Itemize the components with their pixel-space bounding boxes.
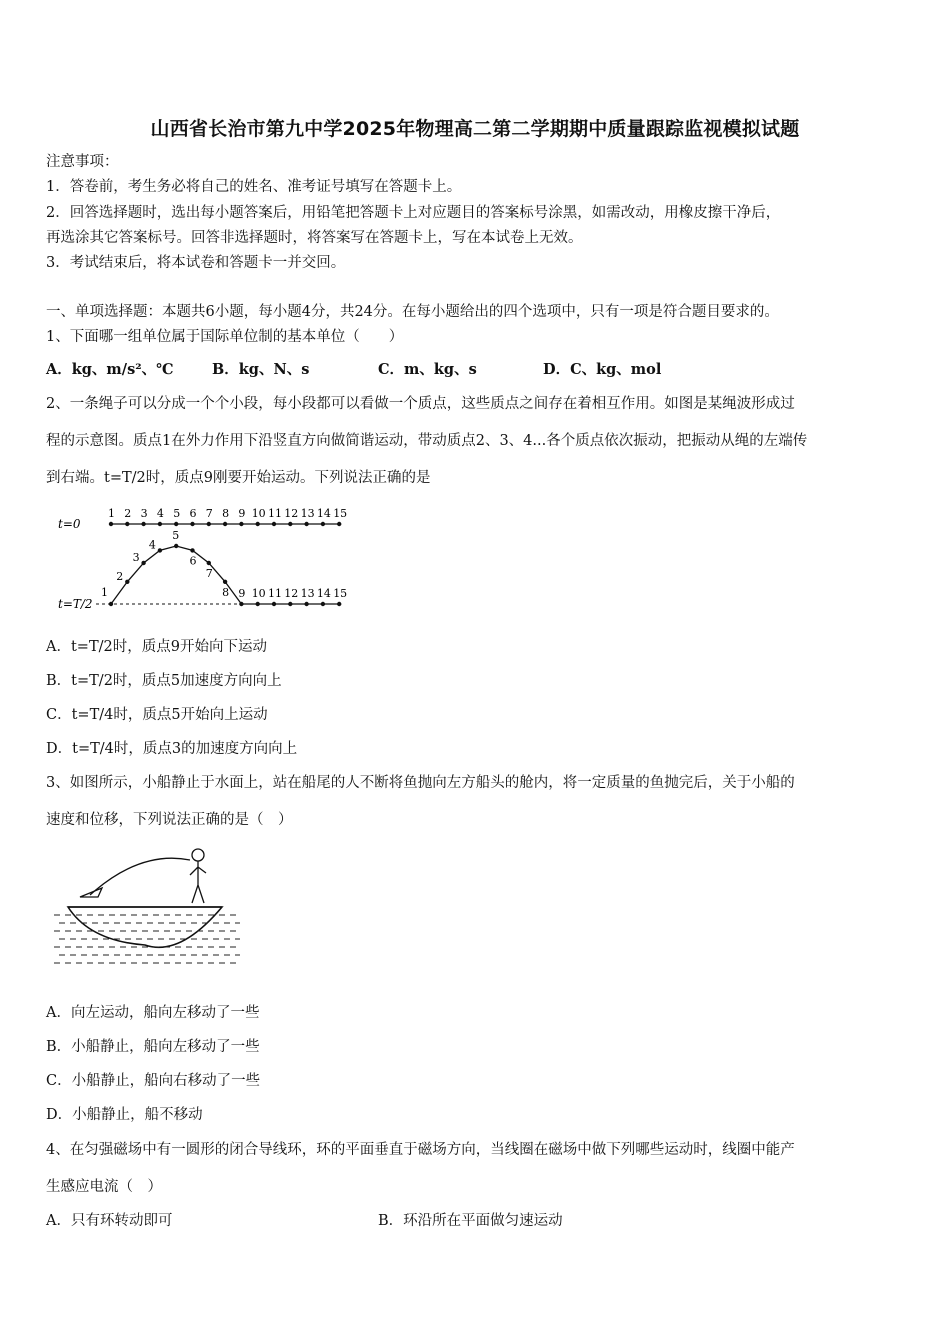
rope-point: [337, 522, 341, 526]
question-3-stem: 3、如图所示，小船静止于水面上，站在船尾的人不断将鱼抛向左方船头的舱内，将一定质量的鱼抛完后，关于小船的: [46, 775, 795, 791]
point-label: 7: [205, 566, 213, 580]
point-label: 15: [333, 587, 348, 600]
rope-point: [141, 522, 145, 526]
rope-point: [158, 548, 162, 552]
rope-point: [190, 522, 194, 526]
q3-option-b: B．小船静止，船向左移动了一些: [46, 1039, 260, 1055]
question-3-stem: 速度和位移，下列说法正确的是（ ）: [46, 812, 293, 828]
rope-point: [223, 580, 227, 584]
rope-point: [109, 522, 113, 526]
boat-figure: [50, 845, 240, 973]
rope-wave-figure: [56, 500, 356, 615]
point-label: 9: [238, 587, 246, 600]
question-2-stem: 程的示意图。质点1在外力作用下沿竖直方向做简谐运动，带动质点2、3、4...各个质点依次振动，把振动从绳的左端传: [46, 433, 808, 449]
point-label: 15: [333, 507, 348, 520]
exam-title: 山西省长治市第九中学2025年物理高二第二学期期中质量跟踪监视模拟试题: [150, 118, 800, 140]
q4-option-b: B．环沿所在平面做匀速运动: [378, 1213, 563, 1229]
rope-point: [174, 544, 178, 548]
notes-heading: 注意事项：: [46, 154, 119, 170]
rope-point: [321, 602, 325, 606]
q2-option-c: C．t=T/4时，质点5开始向上运动: [46, 707, 268, 723]
point-label: 14: [316, 507, 331, 520]
q1-option-a: A．kg、m/s²、℃: [46, 361, 174, 378]
rope-point: [304, 602, 308, 606]
point-label: 7: [205, 507, 213, 520]
notes-item: 再选涂其它答案标号。回答非选择题时，将答案写在答题卡上，写在本试卷上无效。: [46, 230, 583, 246]
point-label: 4: [148, 538, 156, 552]
question-4-stem: 4、在匀强磁场中有一圆形的闭合导线环，环的平面垂直于磁场方向，当线圈在磁场中做下列哪些运动时，线圈中能产: [46, 1142, 795, 1158]
rope-point: [256, 522, 260, 526]
point-label: 1: [108, 507, 115, 520]
q1-option-c: C．m、kg、s: [378, 361, 477, 378]
q1-option-d: D．C、kg、mol: [543, 361, 662, 378]
point-label: 9: [238, 507, 246, 520]
question-2-stem: 到右端。t=T/2时，质点9刚要开始运动。下列说法正确的是: [46, 470, 431, 486]
point-label: 6: [189, 507, 197, 520]
row-label-t-half: t=T/2: [58, 597, 93, 611]
person-head-icon: [192, 849, 204, 861]
question-1-stem: 1、下面哪一组单位属于国际单位制的基本单位（ ）: [46, 329, 404, 345]
rope-point: [141, 561, 145, 565]
rope-point: [337, 602, 341, 606]
rope-point: [321, 522, 325, 526]
point-label: 11: [268, 587, 282, 600]
rope-point: [223, 522, 227, 526]
q2-option-d: D．t=T/4时，质点3的加速度方向向上: [46, 741, 298, 757]
rope-point: [288, 522, 292, 526]
point-label: 6: [189, 554, 197, 568]
point-label: 4: [156, 507, 164, 520]
row-label-t0: t=0: [58, 517, 81, 531]
rope-point: [304, 522, 308, 526]
section-heading: 一、单项选择题：本题共6小题，每小题4分，共24分。在每小题给出的四个选项中，只有一项是符合题目要求的。: [46, 304, 779, 320]
point-label: 5: [173, 507, 181, 520]
rope-point: [256, 602, 260, 606]
point-label: 8: [222, 507, 230, 520]
notes-item: 2．回答选择题时，选出每小题答案后，用铅笔把答题卡上对应题目的答案标号涂黑，如需改动，用橡皮擦干净后，: [46, 205, 781, 221]
point-label: 12: [284, 587, 299, 600]
q3-option-d: D．小船静止，船不移动: [46, 1107, 203, 1123]
question-2-stem: 2、一条绳子可以分成一个个小段，每小段都可以看做一个质点，这些质点之间存在着相互作用。如图是某绳波形成过: [46, 396, 795, 412]
rope-point: [288, 602, 292, 606]
point-label: 13: [300, 587, 315, 600]
point-label: 1: [101, 586, 108, 599]
rope-point: [239, 522, 243, 526]
rope-point: [272, 602, 276, 606]
point-label: 10: [251, 507, 266, 520]
point-label: 5: [172, 529, 180, 542]
rope-point: [109, 602, 113, 606]
rope-point: [239, 602, 243, 606]
fish-icon: [80, 888, 102, 897]
question-4-stem: 生感应电流（ ）: [46, 1179, 162, 1195]
throw-trajectory: [90, 858, 190, 895]
q4-option-a: A．只有环转动即可: [46, 1213, 173, 1229]
person-body-icon: [190, 861, 206, 903]
point-label: 12: [284, 507, 299, 520]
notes-item: 3．考试结束后，将本试卷和答题卡一并交回。: [46, 255, 346, 271]
rope-point: [207, 522, 211, 526]
point-label: 13: [300, 507, 315, 520]
rope-point: [125, 580, 129, 584]
q2-option-b: B．t=T/2时，质点5加速度方向向上: [46, 673, 282, 689]
point-label: 2: [124, 507, 132, 520]
notes-item: 1．答卷前，考生务必将自己的姓名、准考证号填写在答题卡上。: [46, 179, 462, 195]
q2-option-a: A．t=T/2时，质点9开始向下运动: [46, 639, 267, 655]
point-label: 14: [316, 587, 331, 600]
rope-point: [207, 561, 211, 565]
q1-option-b: B．kg、N、s: [212, 361, 310, 378]
point-label: 8: [222, 585, 230, 599]
rope-point: [272, 522, 276, 526]
rope-point: [190, 548, 194, 552]
rope-point: [158, 522, 162, 526]
q3-option-c: C．小船静止，船向右移动了一些: [46, 1073, 261, 1089]
point-label: 11: [268, 507, 282, 520]
point-label: 3: [132, 550, 140, 564]
rope-point: [174, 522, 178, 526]
point-label: 2: [116, 569, 124, 583]
q3-option-a: A．向左运动，船向左移动了一些: [46, 1005, 260, 1021]
point-label: 10: [251, 587, 266, 600]
boat-hull-icon: [68, 907, 222, 947]
rope-point: [125, 522, 129, 526]
point-label: 3: [140, 507, 148, 520]
